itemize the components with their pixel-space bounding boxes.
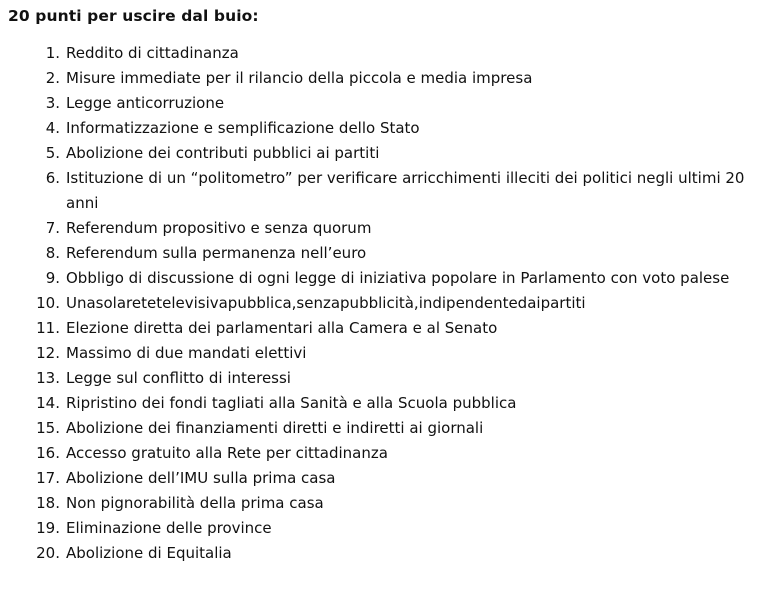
list-item <box>8 141 767 166</box>
list-item <box>8 391 767 416</box>
list-item-text: Referendum sulla permanenza nell’euro <box>66 244 367 262</box>
list-item-text: Legge anticorruzione <box>66 94 225 112</box>
list-item-text: Non pignorabilità della prima casa <box>66 494 324 512</box>
list-item-number: 10. <box>36 294 60 312</box>
list-item <box>8 241 767 266</box>
list-item-text: Unasolaretetelevisivapubblica,senzapubblicità,indipendentedaipartiti <box>66 294 586 312</box>
list-item-text: Informatizzazione e semplificazione dello Stato <box>66 119 420 137</box>
list-item-text: Abolizione dell’IMU sulla prima casa <box>66 469 336 487</box>
list-item-number: 19. <box>36 519 60 537</box>
list-item-number: 9. <box>45 269 60 287</box>
list-item-number: 11. <box>36 319 60 337</box>
list-item <box>8 66 767 91</box>
list-item-number: 7. <box>45 219 60 237</box>
list-item-number: 4. <box>45 119 60 137</box>
list-item-text: Massimo di due mandati elettivi <box>66 344 307 362</box>
list-title: 20 punti per uscire dal buio: <box>8 7 259 25</box>
list-item-number: 5. <box>45 144 60 162</box>
list-item-number: 15. <box>36 419 60 437</box>
list-item-text: Obbligo di discussione di ogni legge di iniziativa popolare in Parlamento con voto palese <box>66 269 730 287</box>
list-item <box>8 91 767 116</box>
list-item-text: Misure immediate per il rilancio della piccola e media impresa <box>66 69 533 87</box>
list-item <box>8 316 767 341</box>
list-item-text: Reddito di cittadinanza <box>66 44 239 62</box>
list-item-number: 12. <box>36 344 60 362</box>
list-item <box>8 541 767 566</box>
list-item <box>8 116 767 141</box>
list-item <box>8 341 767 366</box>
list-item <box>8 166 767 216</box>
list-item-text: Referendum propositivo e senza quorum <box>66 219 372 237</box>
list-item <box>8 216 767 241</box>
list-item-text: Ripristino dei fondi tagliati alla Sanità e alla Scuola pubblica <box>66 394 517 412</box>
list-item-text: Istituzione di un “politometro” per verificare arricchimenti illeciti dei politici negli ultimi 20 anni <box>66 169 745 212</box>
list-item <box>8 266 767 291</box>
list-item <box>8 466 767 491</box>
points-list <box>8 41 767 566</box>
list-item <box>8 441 767 466</box>
list-item-text: Abolizione dei finanziamenti diretti e indiretti ai giornali <box>66 419 484 437</box>
list-item-number: 14. <box>36 394 60 412</box>
list-item-number: 6. <box>45 169 60 187</box>
list-item-number: 18. <box>36 494 60 512</box>
list-item <box>8 416 767 441</box>
list-item <box>8 291 767 316</box>
list-item <box>8 516 767 541</box>
list-item-number: 16. <box>36 444 60 462</box>
list-item-text: Legge sul conflitto di interessi <box>66 369 291 387</box>
list-item <box>8 366 767 391</box>
list-item-text: Eliminazione delle province <box>66 519 272 537</box>
list-item-text: Abolizione di Equitalia <box>66 544 232 562</box>
list-item-number: 3. <box>45 94 60 112</box>
list-item <box>8 491 767 516</box>
list-item-number: 20. <box>36 544 60 562</box>
list-item-number: 2. <box>45 69 60 87</box>
list-item-number: 8. <box>45 244 60 262</box>
list-item <box>8 41 767 66</box>
list-item-text: Elezione diretta dei parlamentari alla Camera e al Senato <box>66 319 498 337</box>
list-item-text: Accesso gratuito alla Rete per cittadinanza <box>66 444 388 462</box>
list-item-number: 1. <box>45 44 60 62</box>
list-item-number: 13. <box>36 369 60 387</box>
list-item-text: Abolizione dei contributi pubblici ai partiti <box>66 144 380 162</box>
list-item-number: 17. <box>36 469 60 487</box>
